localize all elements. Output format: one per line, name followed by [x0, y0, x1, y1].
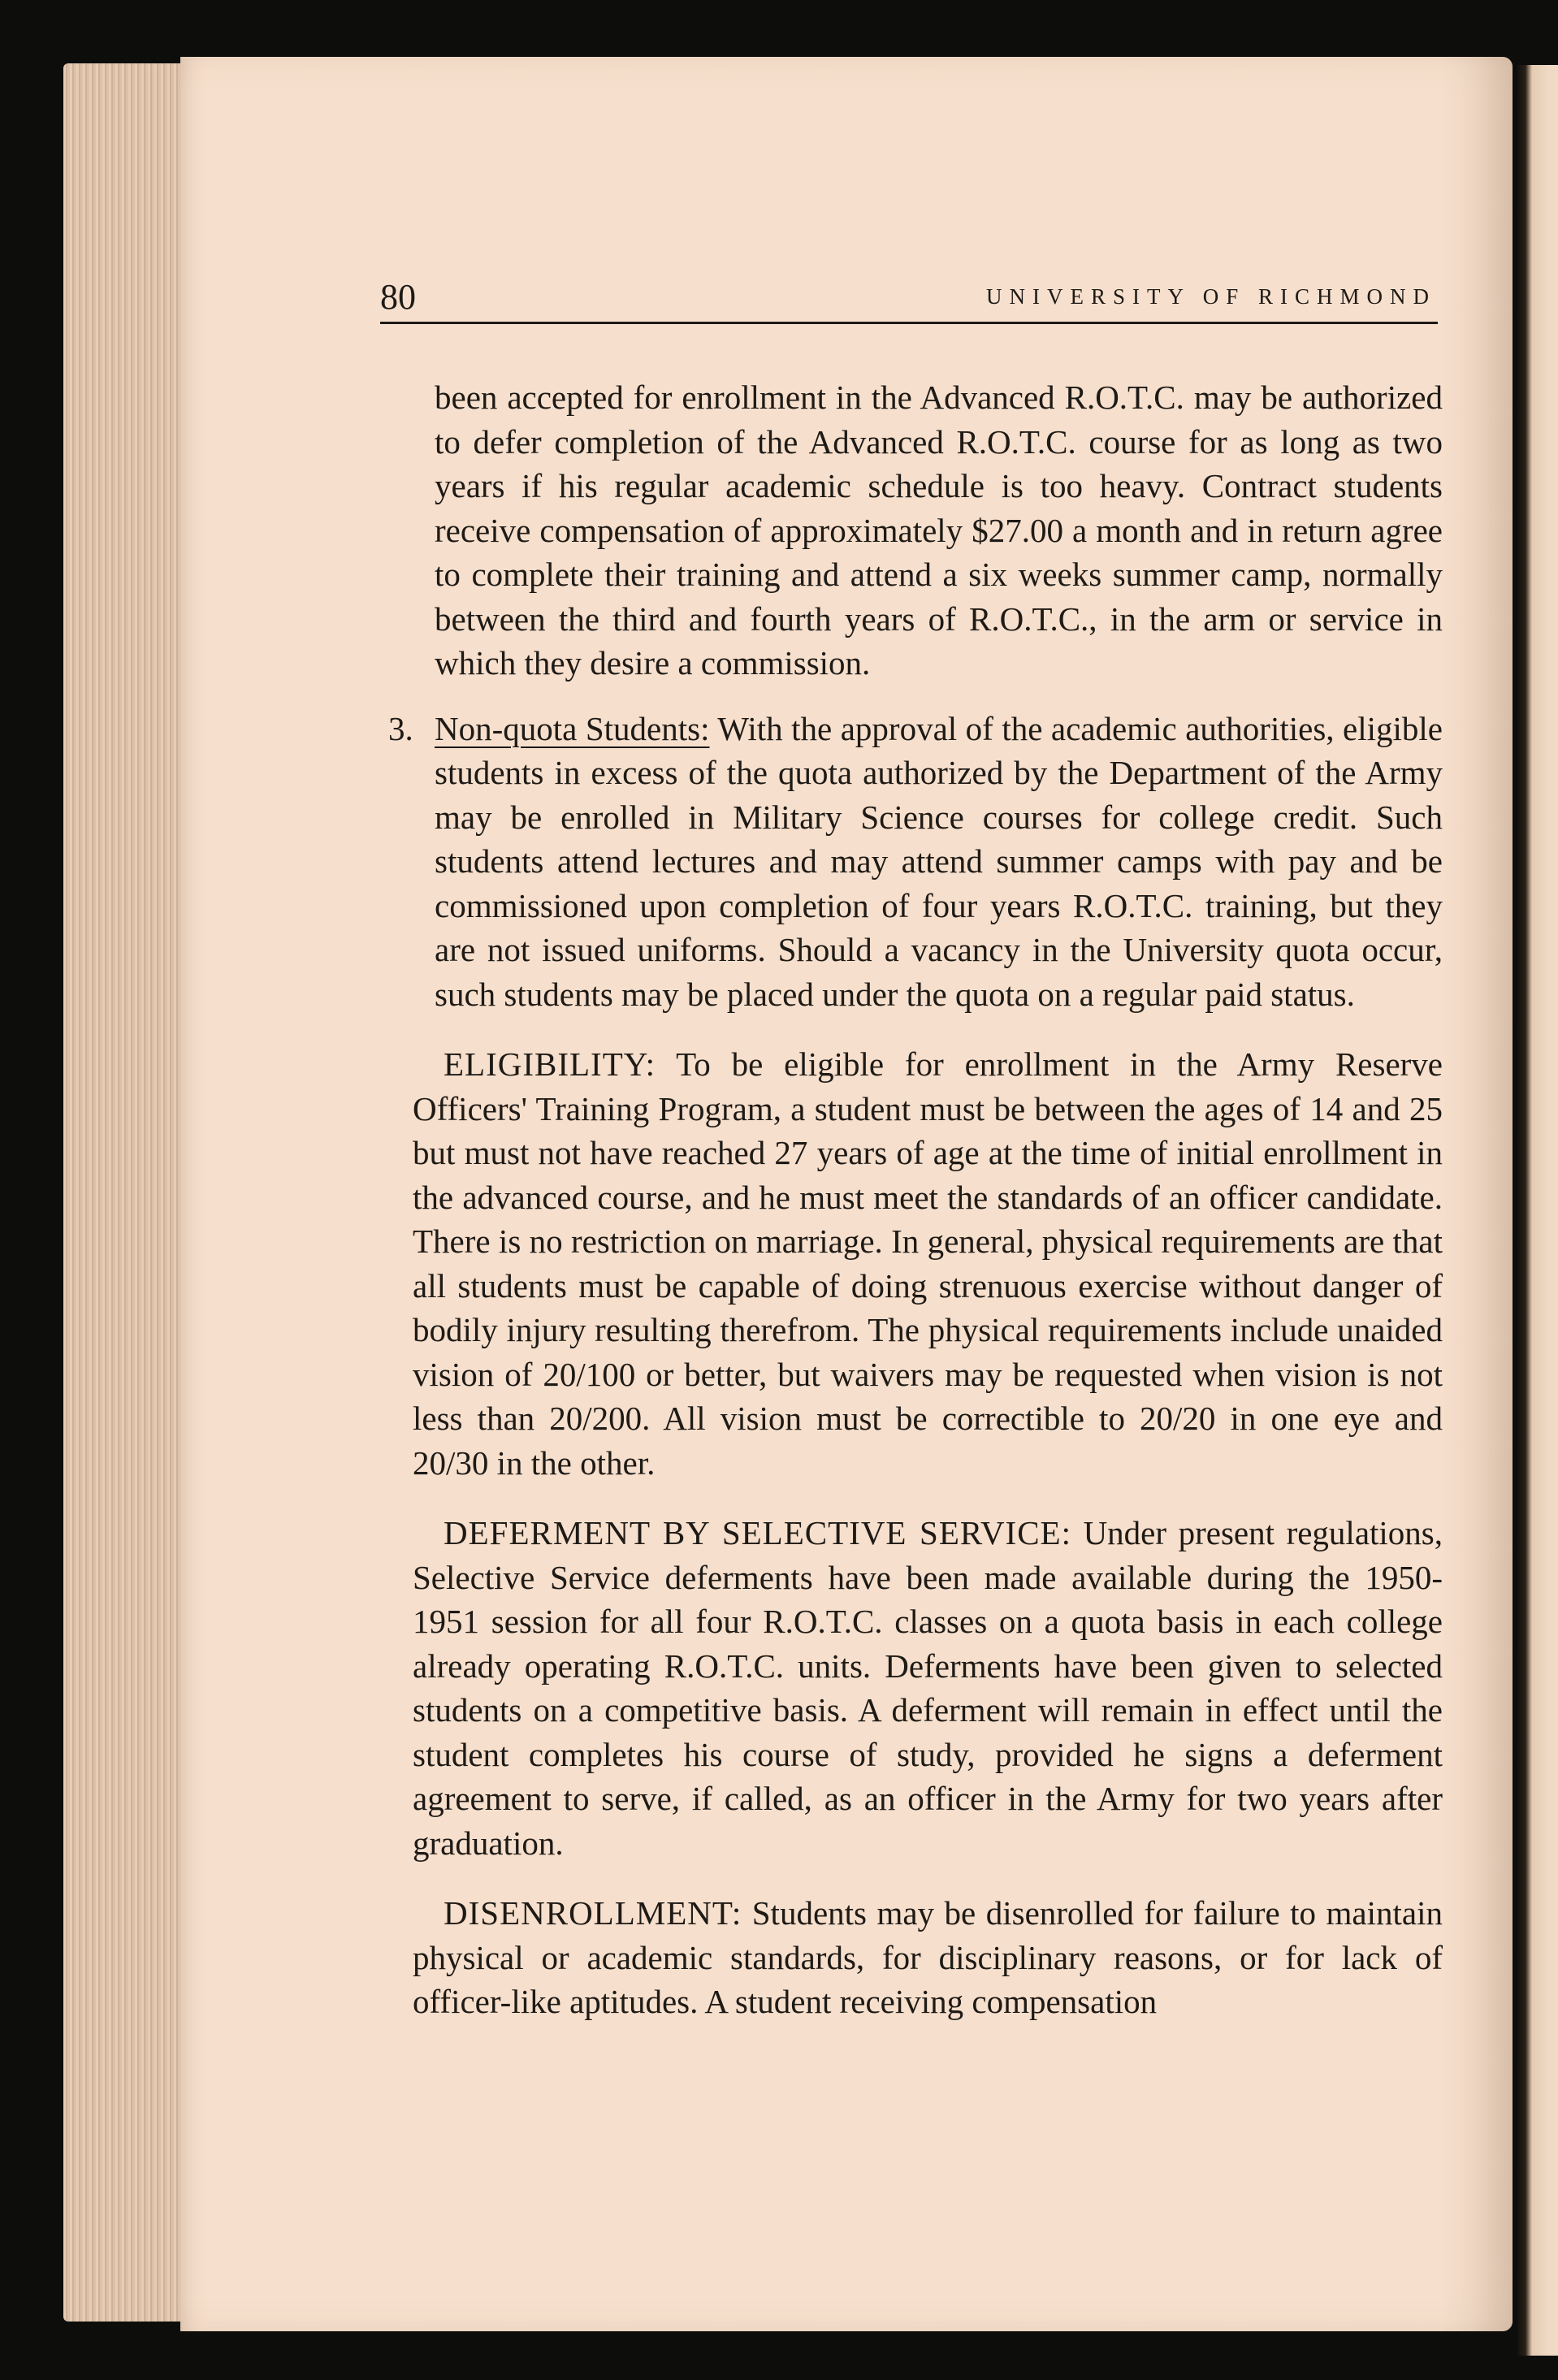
list-item-heading: Non-quota Students: [435, 709, 710, 747]
header-rule [380, 322, 1438, 324]
eligibility-paragraph [413, 1042, 1443, 1485]
deferment-paragraph [413, 1511, 1443, 1865]
disenrollment-heading: DISENROLLMENT: [444, 1894, 742, 1932]
page-header [380, 276, 1436, 325]
facing-page-edge [1517, 65, 1558, 2356]
disenrollment-paragraph [413, 1891, 1443, 2024]
disenrollment-text: Students may be disenrolled for failure to maintain physical or academic standards, for disciplinary reasons, or for lack of officer-like aptitudes. A student receiving compensation [413, 1894, 1443, 2020]
continuation-paragraph: been accepted for enrollment in the Advanced R.O.T.C. may be authorized to defer completion of the Advanced R.O.T.C. course for as long as two years if his regular academic schedule is too heavy. Contract students receive compensation of approximately $27.00 a month and in return agree to complete their training and attend a six weeks summer camp, normally between the third and fourth years of R.O.T.C., in the arm or service in which they desire a commission. [435, 379, 1443, 682]
deferment-heading: DEFERMENT BY SELECTIVE SERVICE: [444, 1514, 1071, 1551]
list-item-non-quota-students [388, 707, 1443, 1017]
deferment-text: Under present regulations, Selective Service deferments have been made available during the 1950-1951 session for all four R.O.T.C. classes on a quota basis in each college already operating R.O.T.C. units. Deferments have been given to selected students on a competitive basis. A deferment will remain in effect until the student completes his course of study, provided he signs a deferment agreement to serve, if called, as an officer in the Army for two years after graduation. [413, 1514, 1443, 1862]
page-number: 80 [380, 277, 416, 317]
book-page-edges [63, 63, 185, 2322]
running-head: UNIVERSITY OF RICHMOND [985, 284, 1436, 309]
eligibility-heading: ELIGIBILITY: [444, 1045, 656, 1083]
list-item-text: With the approval of the academic authorities, eligible students in excess of the quota authorized by the Department of the Army may be enrolled in Military Science courses for college credit. Such students attend lectures and may attend summer camps with pay and be commissioned upon completion of four years R.O.T.C. training, but they are not issued uniforms. Should a vacancy in the University quota occur, such students may be placed under the quota on a regular paid status. [435, 709, 1443, 1013]
list-item-number: 3. [388, 709, 413, 747]
eligibility-text: To be eligible for enrollment in the Army Reserve Officers' Training Program, a student must be between the ages of 14 and 25 but must not have reached 27 years of age at the time of initial enrollment in the advanced course, and he must meet the standards of an officer candidate. There is no restriction on marriage. In general, physical requirements are that all students must be capable of doing strenuous exercise without danger of bodily injury resulting therefrom. The physical requirements include unaided vision of 20/100 or better, but waivers may be requested when vision is not less than 20/200. All vision must be correctible to 20/20 in one eye and 20/30 in the other. [413, 1045, 1443, 1482]
page-body [388, 375, 1443, 2024]
